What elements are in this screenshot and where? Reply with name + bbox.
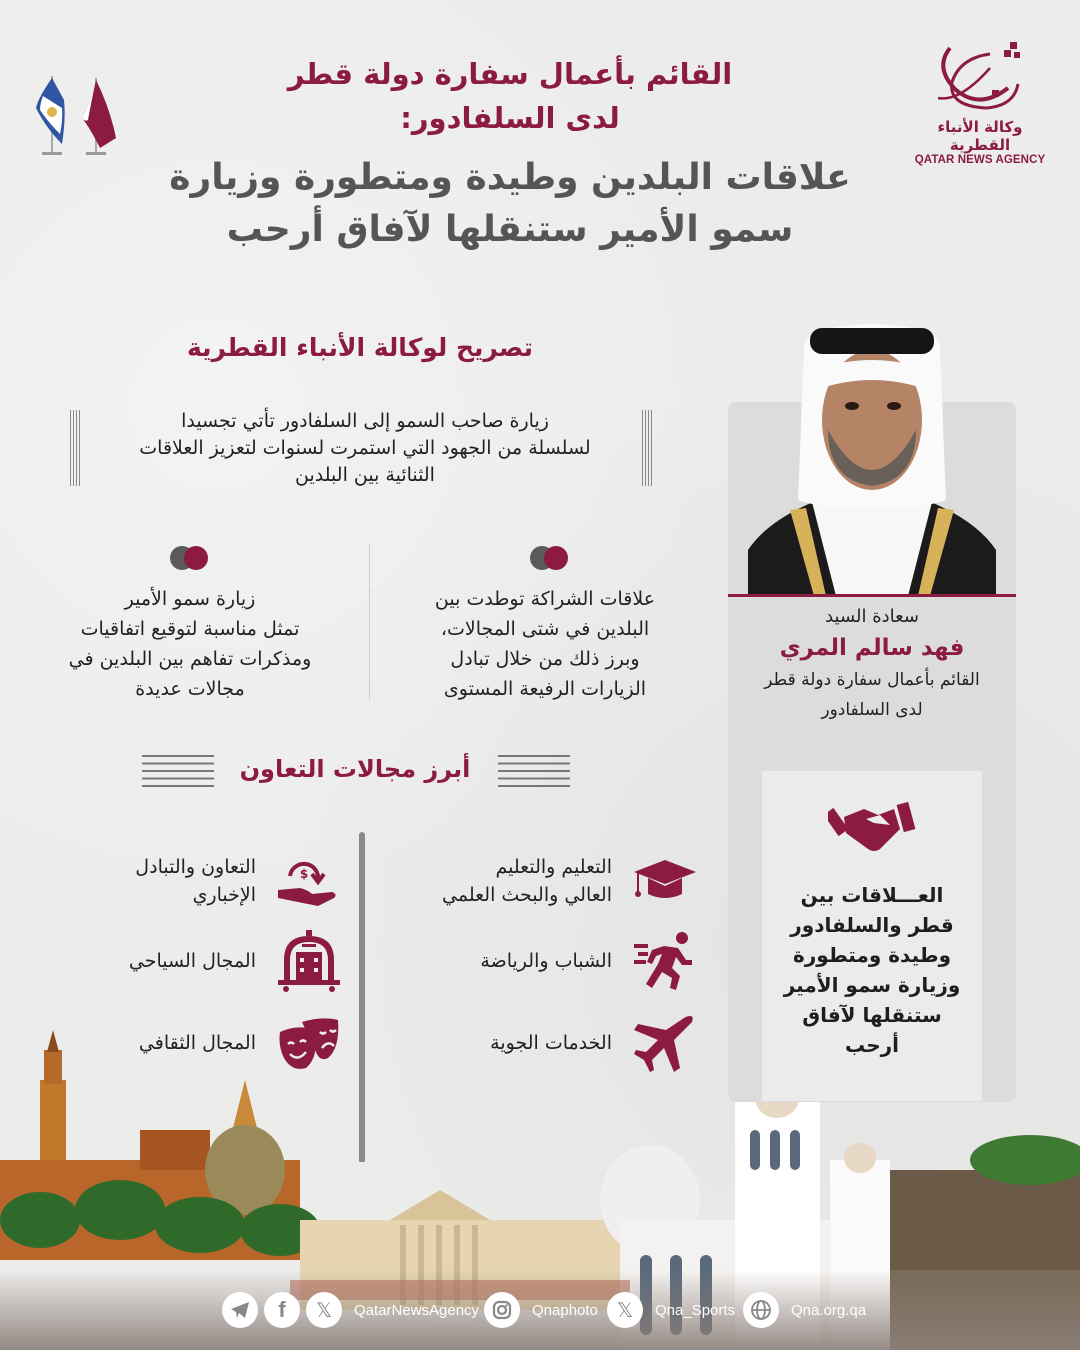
point-line: البلدين في شتى المجالات،: [440, 618, 650, 640]
handshake-icon: [828, 795, 916, 855]
point-line: وبرز ذلك من خلال تبادل: [450, 648, 640, 670]
coop-item-culture: [70, 1012, 340, 1074]
point-line: علاقات الشراكة توطدت بين: [434, 588, 656, 610]
official-portrait: [728, 310, 1016, 596]
person-name: فهد سالم المري: [779, 635, 965, 661]
svg-text:$: $: [299, 867, 309, 881]
headline-main-line-2: سمو الأمير ستنقلها لآفاق أرحب: [226, 209, 794, 250]
point-line: زيارة سمو الأمير: [124, 588, 256, 610]
highlight-line: العـــلاقات بين: [800, 883, 944, 907]
coop-label: [442, 853, 612, 909]
quote-bar-left: [70, 410, 82, 486]
person-honorific: سعادة السيد: [825, 606, 919, 627]
social-group-website: [743, 1292, 866, 1328]
quote-line: زيارة صاحب السمو إلى السلفادور تأتي تجسيدا: [181, 410, 549, 432]
coop-label: [135, 853, 256, 909]
cooperation-divider: [359, 832, 365, 1162]
qatar-flag-icon: [82, 78, 116, 155]
instagram-handle-link[interactable]: Qnaphoto: [532, 1301, 598, 1319]
point-line: ومذكرات تفاهم بين البلدين في: [68, 648, 312, 670]
person-role-line-2: لدى السلفادور: [821, 700, 923, 720]
point-line: مجالات عديدة: [135, 678, 245, 700]
airplane-icon: [634, 1012, 696, 1074]
headline-sub-line-2: لدى السلفادور:: [400, 101, 620, 135]
hotel-luggage-cart-icon: [278, 930, 340, 992]
website-link[interactable]: Qna.org.qa: [791, 1301, 867, 1319]
qna-logo[interactable]: [905, 38, 1055, 166]
highlight-line: وزيارة سمو الأمير: [783, 973, 961, 997]
coop-label: [480, 947, 612, 975]
highlight-text: [765, 880, 979, 1060]
x-icon[interactable]: 𝕏: [306, 1292, 342, 1328]
quote-line: لسلسلة من الجهود التي استمرت لسنوات لتعزيز العلاقات: [139, 437, 591, 459]
statement-quote: [90, 408, 640, 489]
el-salvador-flag-icon: [36, 76, 65, 155]
social-group-main: [222, 1292, 479, 1328]
headline: [150, 52, 870, 256]
coop-item-news-exchange: [70, 850, 340, 912]
coop-label-line: الخدمات الجوية: [490, 1032, 612, 1054]
qna-handle-link[interactable]: QatarNewsAgency: [354, 1301, 480, 1319]
coop-label: [139, 1029, 256, 1057]
coop-item-education: [396, 850, 696, 912]
quote-line: الثنائية بين البلدين: [295, 464, 435, 486]
sports-handle-link[interactable]: Qna_Sports: [655, 1301, 736, 1319]
points-separator: [369, 545, 370, 700]
coop-label-line: الإخباري: [192, 884, 256, 906]
social-group-instagram: [484, 1292, 598, 1328]
coop-label: [490, 1029, 612, 1057]
highlight-line: أرحب: [845, 1033, 899, 1057]
money-exchange-hand-icon: [278, 850, 340, 912]
coop-label-line: المجال الثقافي: [138, 1032, 256, 1054]
person-info: [728, 603, 1016, 725]
headline-sub-line-1: القائم بأعمال سفارة دولة قطر: [287, 57, 733, 91]
coop-item-air-services: [396, 1012, 696, 1074]
theater-masks-icon: [278, 1012, 340, 1074]
highlight-line: ستنقلها لآفاق: [802, 1003, 942, 1027]
coop-label-line: التعليم والتعليم: [495, 856, 612, 878]
running-person-icon: [634, 930, 696, 992]
point-line: الزيارات الرفيعة المستوى: [443, 678, 647, 700]
coop-item-tourism: [70, 930, 340, 992]
point-visit: [30, 584, 350, 704]
point-partnership: [395, 584, 695, 704]
logo-english-text: QATAR NEWS AGENCY: [914, 154, 1046, 166]
coop-label-line: الشباب والرياضة: [480, 950, 612, 972]
social-group-sports: [607, 1292, 735, 1328]
person-role-line-1: القائم بأعمال سفارة دولة قطر: [764, 670, 980, 690]
headline-main-line-1: علاقات البلدين وطيدة ومتطورة وزيارة: [169, 157, 851, 198]
coop-item-youth-sports: [396, 930, 696, 992]
quote-bar-right: [642, 410, 654, 486]
bullet-dots-icon: [530, 546, 568, 570]
point-line: تمثل مناسبة لتوقيع اتفاقيات: [80, 618, 300, 640]
coop-label-line: العالي والبحث العلمي: [442, 884, 612, 906]
coop-label-line: المجال السياحي: [128, 950, 256, 972]
x-icon[interactable]: 𝕏: [607, 1292, 643, 1328]
coop-label-line: التعاون والتبادل: [135, 856, 256, 878]
graduation-cap-icon: [634, 850, 696, 912]
flags-group: [30, 38, 130, 160]
bullet-dots-icon: [170, 546, 208, 570]
portrait-underline: [728, 594, 1016, 597]
globe-icon[interactable]: [743, 1292, 779, 1328]
highlight-line: وطيدة ومتطورة: [792, 943, 952, 967]
qna-logo-icon: [930, 38, 1030, 116]
coop-label: [129, 947, 256, 975]
cooperation-title: أبرز مجالات التعاون: [239, 755, 471, 783]
highlight-line: قطر والسلفادور: [790, 913, 954, 937]
statement-title: تصريح لوكالة الأنباء القطرية: [187, 333, 533, 362]
telegram-icon[interactable]: [222, 1292, 258, 1328]
logo-arabic-text: وكالة الأنباء القطرية: [937, 118, 1023, 154]
instagram-icon[interactable]: [484, 1292, 520, 1328]
facebook-icon[interactable]: f: [264, 1292, 300, 1328]
